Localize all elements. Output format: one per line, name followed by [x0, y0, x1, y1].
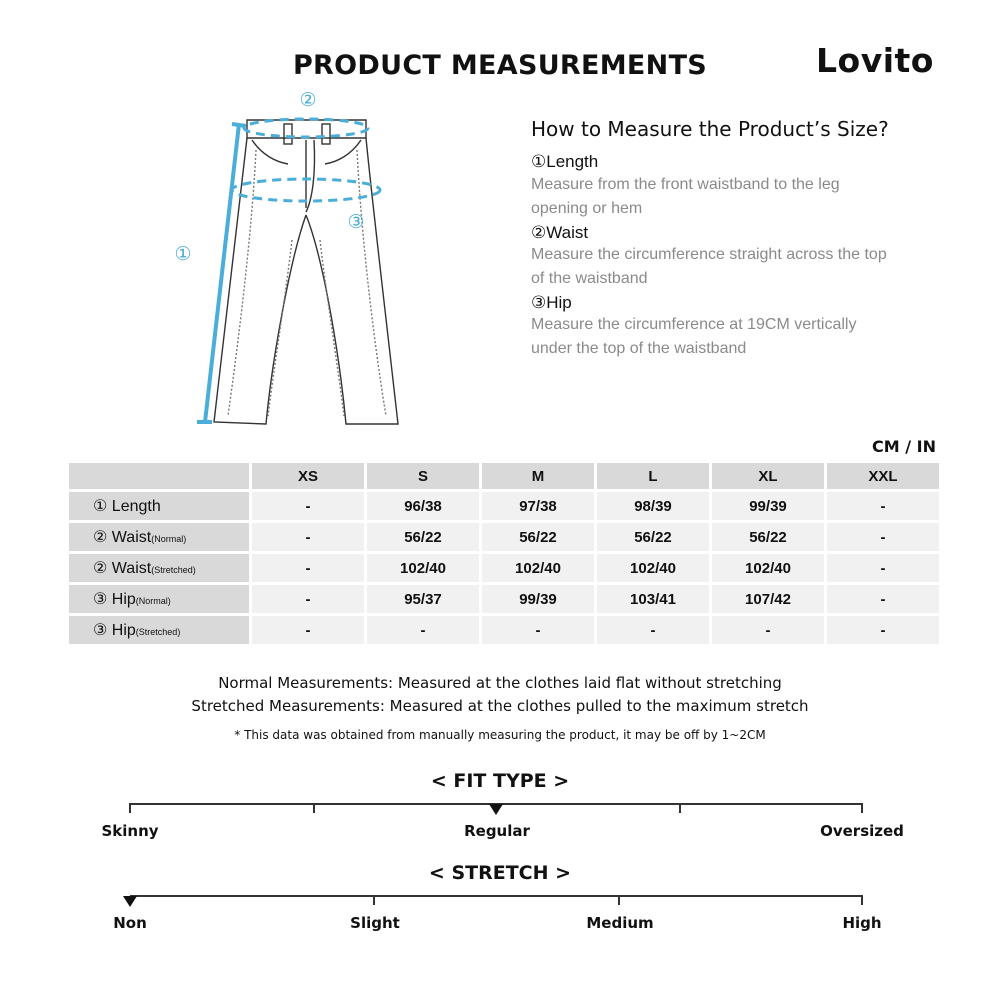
normal-measurements-note: Normal Measurements: Measured at the clothes laid flat without stretching — [218, 674, 782, 692]
marker-2: ② — [299, 89, 317, 111]
stretch-marker — [123, 896, 137, 907]
table-cell: 96/38 — [367, 492, 479, 520]
pants-outline — [214, 120, 398, 424]
row-label-text: ③ Hip — [93, 591, 136, 608]
table-cell: - — [827, 585, 939, 613]
page-title: PRODUCT MEASUREMENTS — [292, 50, 708, 81]
header-corner — [69, 463, 249, 489]
stretch-tick — [618, 895, 620, 905]
stretch-title: < STRETCH > — [428, 862, 572, 884]
row-label — [69, 616, 249, 644]
row-label — [69, 523, 249, 551]
pants-diagram — [160, 85, 420, 430]
table-cell: - — [252, 585, 364, 613]
size-header-row — [69, 463, 939, 489]
table-cell: 56/22 — [597, 523, 709, 551]
table-cell: 107/42 — [712, 585, 824, 613]
fit-tick — [313, 803, 315, 813]
table-cell: - — [252, 554, 364, 582]
length-measure-line — [197, 124, 246, 422]
table-cell: - — [827, 554, 939, 582]
hip-description: Measure the circumference at 19CM vertically under the top of the waistband — [531, 316, 857, 357]
row-label-text: ② Waist — [93, 529, 152, 546]
stretch-tick — [373, 895, 375, 905]
row-label-text: ① Length — [93, 498, 161, 515]
table-cell: 102/40 — [712, 554, 824, 582]
fit-type-marker — [489, 804, 503, 815]
table-cell: 97/38 — [482, 492, 594, 520]
table-cell: 99/39 — [712, 492, 824, 520]
table-cell: - — [597, 616, 709, 644]
stretch-label-high: High — [842, 914, 882, 932]
table-cell: - — [827, 492, 939, 520]
marker-3: ③ — [347, 211, 365, 233]
row-label-sub: (Normal) — [151, 534, 187, 544]
row-label — [69, 585, 249, 613]
table-row — [69, 585, 939, 613]
table-cell: 98/39 — [597, 492, 709, 520]
table-cell: 102/40 — [597, 554, 709, 582]
length-label: ①Length — [531, 152, 599, 171]
table-cell: 102/40 — [482, 554, 594, 582]
hip-label: ③Hip — [531, 293, 572, 312]
stretched-measurements-note: Stretched Measurements: Measured at the clothes pulled to the maximum stretch — [191, 697, 809, 715]
table-cell: - — [252, 492, 364, 520]
stretch-tick — [861, 895, 863, 905]
fit-tick — [861, 803, 863, 813]
table-cell: 99/39 — [482, 585, 594, 613]
table-cell: - — [827, 616, 939, 644]
fit-type-title: < FIT TYPE > — [430, 770, 570, 792]
stretch-scale — [130, 895, 863, 897]
table-cell: - — [712, 616, 824, 644]
size-header: L — [597, 463, 709, 489]
waist-description: Measure the circumference straight across the top of the waistband — [531, 246, 887, 287]
table-cell: 95/37 — [367, 585, 479, 613]
table-cell: - — [482, 616, 594, 644]
row-label-sub: (Normal) — [135, 596, 171, 606]
table-cell: - — [252, 616, 364, 644]
table-cell: - — [827, 523, 939, 551]
table-row — [69, 523, 939, 551]
table-row — [69, 492, 939, 520]
table-row — [69, 554, 939, 582]
size-header: XXL — [827, 463, 939, 489]
fit-label-oversized: Oversized — [820, 822, 904, 840]
fit-tick — [129, 803, 131, 813]
row-label-sub: (Stretched) — [151, 565, 196, 575]
table-cell: 56/22 — [482, 523, 594, 551]
row-label-text: ③ Hip — [93, 622, 136, 639]
table-cell: - — [367, 616, 479, 644]
fit-label-regular: Regular — [464, 822, 530, 840]
table-cell: - — [252, 523, 364, 551]
row-label — [69, 554, 249, 582]
fit-tick — [679, 803, 681, 813]
length-description: Measure from the front waistband to the leg opening or hem — [531, 176, 840, 217]
row-label — [69, 492, 249, 520]
unit-label: CM / IN — [872, 437, 936, 456]
table-row — [69, 616, 939, 644]
fit-label-skinny: Skinny — [101, 822, 159, 840]
size-header: S — [367, 463, 479, 489]
stretch-label-slight: Slight — [350, 914, 400, 932]
table-cell: 56/22 — [712, 523, 824, 551]
size-table — [66, 460, 942, 647]
table-cell: 56/22 — [367, 523, 479, 551]
size-header: M — [482, 463, 594, 489]
stretch-label-medium: Medium — [586, 914, 654, 932]
howto-title: How to Measure the Product’s Size? — [531, 117, 889, 141]
row-label-sub: (Stretched) — [135, 627, 181, 637]
size-header: XS — [252, 463, 364, 489]
brand-logo: Lovito — [816, 41, 934, 80]
waist-measure-line — [244, 119, 368, 137]
row-label-text: ② Waist — [93, 560, 152, 577]
table-cell: 103/41 — [597, 585, 709, 613]
size-header: XL — [712, 463, 824, 489]
disclaimer-note: * This data was obtained from manually measuring the product, it may be off by 1~2CM — [234, 728, 766, 742]
table-cell: 102/40 — [367, 554, 479, 582]
waist-label: ②Waist — [531, 223, 589, 242]
marker-1: ① — [174, 243, 192, 265]
stretch-label-non: Non — [113, 914, 147, 932]
